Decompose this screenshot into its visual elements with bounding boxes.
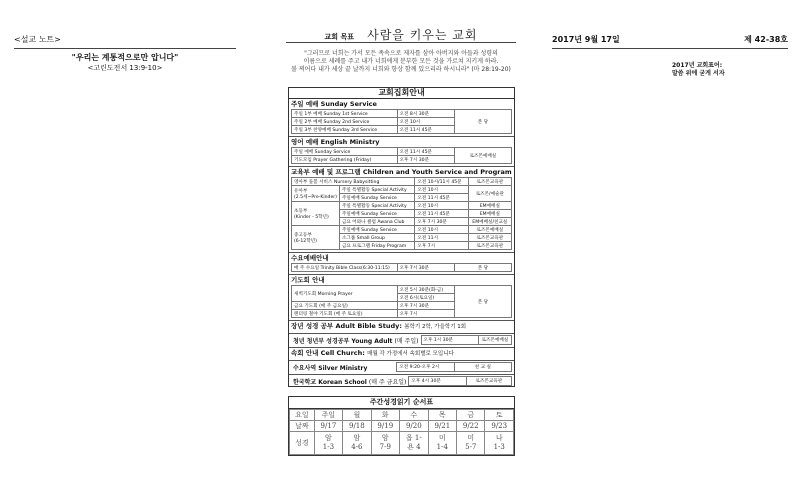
section-heading: 기도회 안내 — [291, 276, 325, 284]
passage-chapters: 1-3 — [493, 443, 505, 451]
section-detail: (매 주 금요일) — [368, 378, 407, 386]
table-row — [291, 336, 512, 345]
korean-school-section — [289, 375, 514, 388]
section-heading — [291, 336, 421, 345]
passage-cell — [485, 432, 514, 455]
prayer-time: 오후 7시 — [397, 310, 454, 318]
group-label: 초등부 — [294, 208, 308, 214]
program-time: 오전 10시 — [415, 202, 468, 210]
section-heading: 장년 성경 공부 Adult Bible Study: — [291, 322, 403, 330]
sermon-note-header — [14, 34, 236, 49]
program-name: 주일 특별활동 Special Activity — [339, 202, 414, 210]
reading-title: 주간성경읽기 순서표 — [289, 397, 514, 409]
program-name: 금요 어와나 클럽 Awana Club — [339, 218, 414, 226]
bulletin-header — [286, 24, 516, 43]
english-ministry-section — [289, 137, 514, 167]
group-label: 유아부 — [294, 188, 308, 194]
issue-header — [552, 34, 788, 49]
program-time: 오후 7시 30분 — [415, 218, 468, 226]
service-time: 오후 7시 30분 — [397, 264, 454, 272]
table-row — [292, 202, 512, 210]
table-row — [292, 178, 512, 186]
passage-cell — [314, 432, 342, 455]
program-time: 오후 7시 — [415, 242, 468, 250]
date-cell: 9/19 — [371, 421, 399, 432]
passage-cell — [400, 432, 429, 455]
program-name: 영아부 돌봄 서비스 Nursery Babysitting — [292, 178, 415, 186]
service-place: 로즈몬예배실 — [454, 148, 511, 164]
wednesday-table — [291, 263, 512, 272]
passage-cell — [428, 432, 456, 455]
passage-chapters: 1-3 — [322, 443, 335, 451]
section-detail: 봄학기 2학, 가을학기 1회 — [404, 324, 467, 330]
table-row — [292, 226, 512, 234]
section-heading: 주일 예배 Sunday Service — [291, 100, 377, 108]
service-place: 본 당 — [454, 110, 511, 134]
day-cell: 금 — [457, 410, 485, 421]
table-row — [292, 286, 512, 294]
service-time: 오후 4시 30분 — [409, 377, 466, 386]
passage-book: 미 — [467, 434, 475, 442]
issue-date: 2017년 9월 17일 — [552, 35, 620, 44]
table-row — [290, 421, 514, 432]
program-place: 로즈몬/예술관 — [468, 186, 511, 202]
service-time: 오전 10시 — [397, 118, 454, 126]
day-cell: 주일 — [314, 410, 342, 421]
service-time: 오후 7시 30분 — [397, 156, 454, 164]
prayer-name: 새벽기도회 Morning Prayer — [292, 286, 398, 302]
program-name: 금요 프로그램 Friday Program — [339, 242, 414, 250]
section-heading: 수요예배안내 — [291, 254, 329, 262]
program-time: 오전 10시 — [415, 226, 468, 234]
prayer-place: 본 당 — [454, 286, 511, 318]
theme-motto: 말씀 위에 굳게 서자 — [672, 70, 725, 77]
service-place: 친 교 실 — [454, 363, 511, 372]
education-table — [291, 177, 512, 250]
group-name — [292, 202, 340, 226]
program-time: 오전 11시 45분 — [415, 210, 468, 218]
sermon-title: "우리는 계통적으로만 압니다" — [71, 53, 179, 62]
section-heading-text: 청년 청년부 성경공부 Young Adult — [293, 337, 393, 345]
date-cell: 9/23 — [485, 421, 514, 432]
service-name: 주일 1부 예배 Sunday 1st Service — [292, 110, 398, 118]
program-name: 소그룹 Small Group — [339, 234, 414, 242]
prayer-name: 랜터링 철야 기도회 (매 주 토요일) — [292, 310, 398, 318]
verse-line: 볼 찌어다 내가 세상 끝 날까지 너희와 항상 함께 있으리라 하시니라" (마 28:19-20) — [291, 66, 511, 73]
sunday-service-section — [289, 99, 514, 137]
row-label: 요일 — [290, 410, 315, 421]
program-name: 주일 특별활동 Special Activity — [339, 186, 414, 194]
passage-chapters: 욘 4 — [407, 443, 421, 451]
english-ministry-table — [291, 147, 512, 164]
day-cell: 화 — [371, 410, 399, 421]
date-cell: 9/17 — [314, 421, 342, 432]
passage-chapters: 1-4 — [436, 443, 448, 451]
section-heading-text: 한국학교 Korean School — [293, 378, 367, 386]
group-label: 중고등부 — [294, 232, 312, 238]
row-label: 성경 — [290, 432, 315, 455]
passage-chapters: 7-9 — [379, 443, 391, 451]
program-name: 주일예배 Sunday Service — [339, 194, 414, 202]
service-place: 로즈몬교육관 — [466, 377, 511, 386]
day-cell: 수 — [400, 410, 429, 421]
schedule-title: 교회집회안내 — [289, 88, 514, 99]
service-name: 매 주 수요일 Trinity Bible Class(6:30-11:15) — [292, 264, 398, 272]
header-divider — [552, 48, 788, 49]
program-name: 주일예배 Sunday Service — [339, 226, 414, 234]
verse-line: 이름으로 세례를 주고 내가 너희에게 분부한 모든 것을 가르쳐 지키게 하라. — [303, 58, 499, 65]
verse-line: "그러므로 너희는 가서 모든 족속으로 제자를 삼아 아버지와 아들과 성령의 — [304, 50, 498, 57]
service-place: 본 당 — [454, 264, 511, 272]
passage-cell — [343, 432, 371, 455]
cell-church-section — [289, 348, 514, 361]
passage-book: 암 — [353, 434, 361, 442]
section-detail: (매 주일) — [394, 337, 419, 345]
section-heading: 수요사역 Silver Ministry — [293, 364, 368, 372]
passage-book: 암 — [381, 434, 389, 442]
prayer-meeting-section — [289, 275, 514, 321]
passage-book: 옵 1- — [405, 434, 422, 442]
section-heading: 영어 예배 English Ministry — [291, 138, 380, 146]
row-label: 날짜 — [290, 421, 315, 432]
prayer-table — [291, 285, 512, 318]
reading-table — [289, 409, 514, 455]
group-name — [292, 226, 340, 250]
service-place: 로즈몬예배실 — [478, 336, 511, 345]
service-time: 오전 9:20-오후 2시 — [397, 363, 454, 372]
group-age: (2.5세~Pre-Kinder) — [294, 194, 337, 200]
group-name — [292, 186, 340, 202]
header-divider — [286, 42, 516, 43]
date-cell: 9/22 — [457, 421, 485, 432]
bible-reading-schedule — [288, 396, 515, 456]
theme-label: 2017년 교회표어: — [672, 62, 723, 69]
section-detail: 매월 각 가정에서 속회별로 모입니다 — [367, 351, 454, 357]
young-adult-table — [291, 335, 512, 345]
program-place: 로즈몬교육관 — [468, 234, 511, 242]
service-schedule — [288, 87, 515, 387]
program-time: 오전 10시/11시 45분 — [415, 178, 468, 186]
bulletin-main-title: 사람을 키우는 교회 — [367, 28, 478, 42]
church-theme — [672, 62, 725, 78]
passage-book: 나 — [495, 434, 503, 442]
date-cell: 9/21 — [428, 421, 456, 432]
service-time: 오전 8시 30분 — [397, 110, 454, 118]
section-heading: 속회 안내 Cell Church: — [291, 349, 365, 357]
day-cell: 월 — [343, 410, 371, 421]
group-age: (6-12학년) — [294, 238, 317, 244]
prayer-time: 오전 5시 30분(화-금) — [397, 286, 454, 294]
day-cell: 토 — [485, 410, 514, 421]
table-row — [291, 363, 512, 372]
section-heading — [291, 377, 409, 386]
issue-volume: 제 42-38호 — [744, 35, 788, 44]
service-name: 기도모임 Prayer Gathering (Friday) — [292, 156, 398, 164]
header-divider — [14, 48, 236, 49]
passage-cell — [457, 432, 485, 455]
table-row — [290, 432, 514, 455]
adult-bible-study-section — [289, 321, 514, 334]
passage-cell — [371, 432, 399, 455]
service-name: 주일 3부 찬양예배 Sunday 3rd Service — [292, 126, 398, 134]
date-cell: 9/18 — [343, 421, 371, 432]
table-row — [292, 110, 512, 118]
program-time: 오전 11시 45분 — [415, 194, 468, 202]
table-row — [291, 377, 512, 386]
scripture-verse — [286, 50, 516, 74]
program-place: 로즈몬교육관 — [468, 242, 511, 250]
service-name: 주일 예배 Sunday Service — [292, 148, 398, 156]
program-place: 로즈몬예배실 — [468, 226, 511, 234]
service-time: 오후 1시 30분 — [421, 336, 478, 345]
section-heading: 교육부 예배 및 프로그램 Children and Youth Service and Program — [291, 168, 512, 176]
silver-ministry-section — [289, 361, 514, 375]
prayer-time: 오후 7시 30분 — [397, 302, 454, 310]
table-row — [292, 264, 512, 272]
prayer-name: 금요 기도회 (매 주 금요일) — [292, 302, 398, 310]
day-cell: 목 — [428, 410, 456, 421]
sermon-reference: <고린도전서 13:9-10> — [87, 64, 163, 72]
passage-chapters: 5-7 — [465, 443, 477, 451]
education-section — [289, 167, 514, 253]
sermon-note-label: <설교 노트> — [14, 35, 61, 44]
program-place: EM예배실/친교실 — [468, 218, 511, 226]
passage-book: 암 — [325, 434, 332, 442]
goal-label: 교회 목표 — [324, 33, 355, 41]
korean-school-table — [291, 376, 512, 386]
program-time: 오전 10시 — [415, 186, 468, 194]
service-time: 오전 11시 45분 — [397, 148, 454, 156]
date-cell: 9/20 — [400, 421, 429, 432]
program-time: 오전 11시 — [415, 234, 468, 242]
program-place: 로즈몬교육관 — [468, 178, 511, 186]
program-place: EM예배실 — [468, 210, 511, 218]
program-name: 주일예배 Sunday Service — [339, 210, 414, 218]
young-adult-section — [289, 334, 514, 348]
wednesday-service-section — [289, 253, 514, 275]
service-name: 주일 2부 예배 Sunday 2nd Service — [292, 118, 398, 126]
table-row — [292, 148, 512, 156]
group-age: (Kinder - 5학년) — [294, 214, 329, 220]
table-row — [290, 410, 514, 421]
program-place: EM예배실 — [468, 202, 511, 210]
silver-ministry-table — [291, 362, 512, 372]
service-time: 오전 11시 45분 — [397, 126, 454, 134]
sunday-service-table — [291, 109, 512, 134]
prayer-time: 오전 6시(토요일) — [397, 294, 454, 302]
table-row — [292, 186, 512, 194]
passage-book: 미 — [438, 434, 446, 442]
passage-chapters: 4-6 — [351, 443, 363, 451]
